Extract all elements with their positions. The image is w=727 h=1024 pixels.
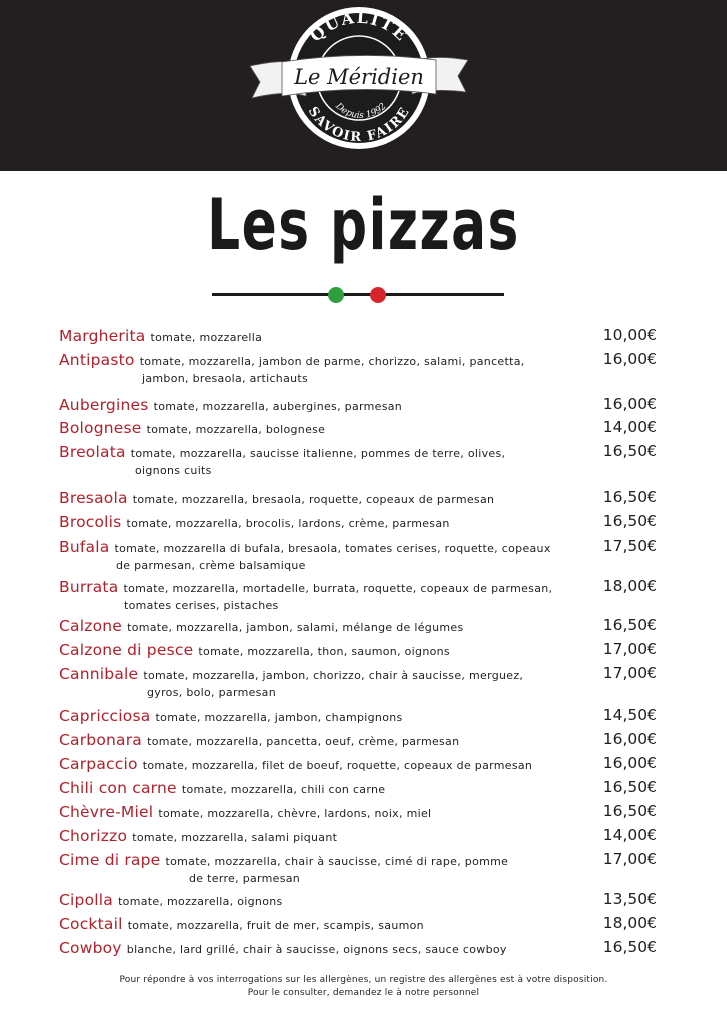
logo-bottom-text: SAVOIR FAIRE [304, 104, 414, 146]
pizza-name: Cipolla [59, 891, 113, 909]
pizza-ingredients: tomate, mozzarella, brocolis, lardons, crème, parmesan [126, 517, 450, 530]
pizza-ingredients: tomate, mozzarella, filet de boeuf, roquette, copeaux de parmesan [142, 759, 533, 772]
pizza-ingredients: tomate, mozzarella, jambon de parme, chorizzo, salami, pancetta, [139, 355, 525, 368]
pizza-ingredients: tomate, mozzarella, thon, saumon, oignons [198, 645, 450, 658]
pizza-price: 16,50€ [602, 512, 657, 530]
pizza-name: Capricciosa [59, 707, 151, 725]
allergen-notice [0, 974, 727, 1000]
pizza-name: Cocktail [59, 915, 123, 933]
pizza-ingredients: tomate, mozzarella, mortadelle, burrata, roquette, copeaux de parmesan, [123, 582, 553, 595]
menu-item [59, 706, 659, 725]
pizza-price: 18,00€ [602, 914, 657, 932]
menu-item [59, 326, 659, 345]
pizza-ingredients-continued: oignons cuits [135, 464, 212, 477]
menu-item [59, 850, 659, 889]
pizza-ingredients: tomate, mozzarella, chili con carne [181, 783, 386, 796]
pizza-ingredients: tomate, mozzarella, aubergines, parmesan [153, 400, 403, 413]
allergen-notice-line-1: Pour répondre à vos interrogations sur les allergènes, un registre des allergènes est à votre disposition. [119, 975, 608, 985]
menu-item [59, 938, 659, 957]
logo-since-text: Depuis 1992 [333, 101, 389, 122]
pizza-ingredients-continued: tomates cerises, pistaches [124, 599, 279, 612]
menu-item [59, 512, 659, 531]
pizza-ingredients-continued: de parmesan, crème balsamique [116, 559, 306, 572]
pizza-ingredients: tomate, mozzarella, bolognese [146, 423, 326, 436]
menu-item [59, 418, 659, 437]
pizza-name: Bufala [59, 538, 110, 556]
pizza-name: Chorizzo [59, 827, 128, 845]
pizza-price: 18,00€ [602, 577, 657, 595]
pizza-name: Carbonara [59, 731, 143, 749]
menu-item [59, 640, 659, 659]
pizza-price: 10,00€ [602, 326, 657, 344]
pizza-name: Cannibale [59, 665, 139, 683]
pizza-ingredients: tomate, mozzarella, bresaola, roquette, copeaux de parmesan [132, 493, 495, 506]
pizza-name: Chili con carne [59, 779, 177, 797]
pizza-name: Cowboy [59, 939, 122, 957]
pizza-name: Bresaola [59, 489, 128, 507]
pizza-price: 16,00€ [602, 754, 657, 772]
menu-item [59, 537, 659, 576]
pizza-ingredients: tomate, mozzarella, oignons [118, 895, 283, 908]
pizza-price: 17,00€ [602, 664, 657, 682]
pizza-ingredients: tomate, mozzarella, salami piquant [132, 831, 338, 844]
pizza-price: 14,00€ [602, 418, 657, 436]
pizza-name: Antipasto [59, 351, 135, 369]
pizza-price: 13,50€ [602, 890, 657, 908]
page-title: Les pizzas [207, 184, 520, 266]
menu-item [59, 826, 659, 845]
pizza-ingredients: tomate, mozzarella, chèvre, lardons, noix, miel [158, 807, 432, 820]
pizza-name: Margherita [59, 327, 146, 345]
menu-item [59, 664, 659, 703]
pizza-name: Breolata [59, 443, 126, 461]
pizza-price: 14,50€ [602, 706, 657, 724]
logo-top-text: QUALITÉ [306, 7, 412, 46]
pizza-ingredients: tomate, mozzarella, chair à saucisse, cimé di rape, pomme [165, 855, 509, 868]
pizza-ingredients: tomate, mozzarella, jambon, salami, mélange de légumes [127, 621, 464, 634]
menu-item [59, 890, 659, 909]
pizza-ingredients: tomate, mozzarella, jambon, chorizzo, chair à saucisse, merguez, [143, 669, 524, 682]
pizza-name: Bolognese [59, 419, 142, 437]
pizza-price: 14,00€ [602, 826, 657, 844]
pizza-price: 17,00€ [602, 640, 657, 658]
pizza-name: Aubergines [59, 396, 149, 414]
menu-item [59, 488, 659, 507]
pizza-ingredients-continued: gyros, bolo, parmesan [147, 686, 276, 699]
pizza-price: 16,00€ [602, 350, 657, 368]
pizza-ingredients-continued: de terre, parmesan [189, 872, 301, 885]
menu-item [59, 350, 659, 389]
menu-item [59, 616, 659, 635]
pizza-name: Carpaccio [59, 755, 138, 773]
pizza-price: 16,50€ [602, 778, 657, 796]
pizza-name: Calzone di pesce [59, 641, 194, 659]
menu-item [59, 754, 659, 773]
pizza-price: 16,50€ [602, 802, 657, 820]
pizza-ingredients: tomate, mozzarella, pancetta, oeuf, crème, parmesan [147, 735, 460, 748]
pizza-name: Cime di rape [59, 851, 161, 869]
menu-item [59, 802, 659, 821]
pizza-price: 16,00€ [602, 395, 657, 413]
menu-item [59, 442, 659, 481]
logo-name-text: Le Méridien [294, 65, 424, 89]
pizza-ingredients-continued: jambon, bresaola, artichauts [142, 372, 309, 385]
pizza-price: 16,50€ [602, 442, 657, 460]
pizza-name: Brocolis [59, 513, 122, 531]
pizza-price: 16,00€ [602, 730, 657, 748]
menu-item [59, 914, 659, 933]
pizza-price: 17,00€ [602, 850, 657, 868]
pizza-name: Chèvre-Miel [59, 803, 154, 821]
menu-item [59, 778, 659, 797]
pizza-ingredients: tomate, mozzarella di bufala, bresaola, tomates cerises, roquette, copeaux [114, 542, 551, 555]
pizza-name: Burrata [59, 578, 119, 596]
menu-item [59, 395, 659, 414]
pizza-name: Calzone [59, 617, 123, 635]
pizza-price: 17,50€ [602, 537, 657, 555]
pizza-ingredients: tomate, mozzarella [150, 331, 263, 344]
pizza-price: 16,50€ [602, 488, 657, 506]
menu-item [59, 577, 659, 616]
pizza-ingredients: tomate, mozzarella, saucisse italienne, pommes de terre, olives, [130, 447, 506, 460]
pizza-ingredients: tomate, mozzarella, jambon, champignons [155, 711, 403, 724]
pizza-ingredients: tomate, mozzarella, fruit de mer, scampis, saumon [127, 919, 424, 932]
pizza-ingredients: blanche, lard grillé, chair à saucisse, oignons secs, sauce cowboy [126, 943, 507, 956]
allergen-notice-line-2: Pour le consulter, demandez le à notre personnel [247, 988, 480, 998]
pizza-price: 16,50€ [602, 616, 657, 634]
menu-item [59, 730, 659, 749]
pizza-price: 16,50€ [602, 938, 657, 956]
